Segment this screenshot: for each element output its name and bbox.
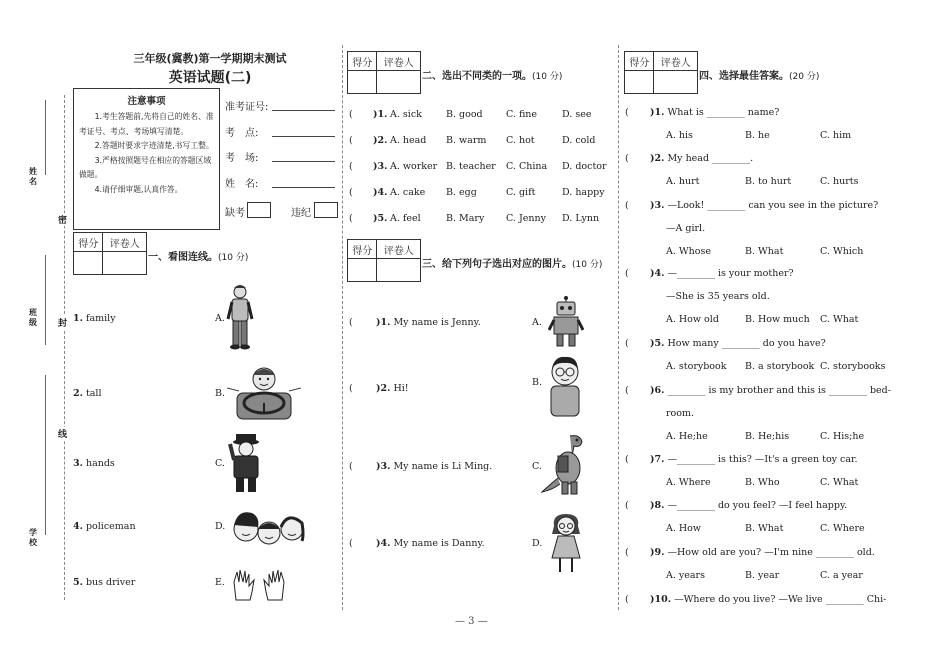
s4-option: B. What [745,523,784,534]
s4-option: C. storybooks [820,361,886,372]
admission-input[interactable] [272,110,335,111]
score-header-2: 得分 [348,52,377,71]
policeman-picture [228,432,264,494]
score-cell-4[interactable] [625,71,654,94]
s4-question: )9. —How old are you? —I'm nine ________ old. [650,547,875,558]
answer-paren[interactable]: ( [625,385,629,396]
score-header-3: 得分 [348,240,377,259]
exam-subtitle: 英语试题(二) [168,70,252,86]
column-divider-1 [342,45,343,610]
s4-question: )3. —Look! ________ can you see in the picture? [650,200,879,211]
answer-paren[interactable]: ( [625,153,629,164]
answer-paren[interactable]: ( [349,135,353,146]
score-cell-2[interactable] [348,71,377,94]
s4-option: A. his [666,130,693,141]
s2-option: C. Jenny [506,213,547,224]
s4-option: C. Which [820,246,864,257]
match-letter-c: C. [215,458,225,469]
s4-option: B. year [745,570,780,581]
score-box-1 [73,232,147,275]
name-label: 姓名 [29,167,37,186]
score-box-2 [347,51,421,94]
bus-driver-picture [225,363,303,421]
match-word-2: 2. tall [73,388,102,399]
match-word-5: 5. bus driver [73,577,136,588]
school-label: 学校 [29,528,37,547]
s2-option: D. Lynn [562,213,600,224]
girl-picture [548,512,584,574]
answer-paren[interactable]: ( [625,338,629,349]
s4-option: A. hurt [666,176,700,187]
answer-paren[interactable]: ( [349,161,353,172]
s2-option: A. head [390,135,427,146]
s4-option: C. hurts [820,176,859,187]
name-input[interactable] [272,187,335,188]
seal-char-1: 密 [58,213,67,226]
s4-option: B. He;his [745,431,790,442]
s3-item-3: )3. My name is Li Ming. [376,461,493,472]
room-label: 考 场: [225,153,259,164]
answer-paren[interactable]: ( [625,268,629,279]
match-word-1: 1. family [73,313,116,324]
s4-option: B. a storybook [745,361,815,372]
section3-title: 三、给下列句子选出对应的图片。(10 分) [422,259,603,270]
s4-option: C. Where [820,523,865,534]
s4-option: C. His;he [820,431,865,442]
match-letter-d: D. [215,521,226,532]
s4-question: )4. —________ is your mother? [650,268,794,279]
answer-paren[interactable]: ( [625,547,629,558]
score-cell-3[interactable] [348,259,377,282]
s4-option: B. What [745,246,784,257]
s4-question-cont: room. [666,408,695,419]
seal-dashed-line [64,95,65,600]
absent-checkbox[interactable] [247,202,271,218]
grader-cell[interactable] [103,252,147,275]
page-number: — 3 — [455,616,488,627]
seal-char-2: 封 [58,316,67,329]
s4-option: C. him [820,130,852,141]
binding-line-1 [45,100,46,175]
seal-char-3: 线 [58,427,67,440]
grader-header-3: 评卷人 [377,240,421,259]
s3-letter-a: A. [532,317,542,328]
s2-option: C. fine [506,109,538,120]
s4-option: C. What [820,477,859,488]
s2-option: C. China [506,161,548,172]
s4-question: )8. —________ do you feel? —I feel happy. [650,500,848,511]
s4-option: A. How [666,523,702,534]
s4-option: A. How old [666,314,719,325]
match-letter-e: E. [215,577,225,588]
boy-glasses-picture [545,354,585,418]
s2-option: B. teacher [446,161,496,172]
section1-title: 一、看图连线。(10 分) [148,252,249,263]
grader-header-2: 评卷人 [377,52,421,71]
score-box-4 [624,51,698,94]
s3-item-2: )2. Hi! [376,383,409,394]
answer-paren[interactable]: ( [349,187,353,198]
robot-picture [548,296,584,348]
s4-option: A. He;he [666,431,708,442]
answer-paren[interactable]: ( [349,461,353,472]
s2-option: A. worker [390,161,438,172]
grader-header-4: 评卷人 [654,52,698,71]
match-word-4: 4. policeman [73,521,136,532]
s2-option: C. gift [506,187,536,198]
violation-checkbox[interactable] [314,202,338,218]
s3-letter-c: C. [532,461,542,472]
s4-question: )7. —________ is this? —It's a green toy car. [650,454,858,465]
s4-question-cont: —A girl. [666,223,706,234]
score-box-3 [347,239,421,282]
answer-paren[interactable]: ( [349,383,353,394]
notice-item-2: 2.答题时要求字迹清楚,书写工整。 [94,141,214,150]
s2-option: B. good [446,109,483,120]
site-label: 考 点: [225,128,259,139]
s2-item-num: )5. [373,213,388,224]
match-word-3: 3. hands [73,458,115,469]
grader-cell-4[interactable] [654,71,698,94]
s2-option: B. egg [446,187,477,198]
room-input[interactable] [272,161,335,162]
section4-title: 四、选择最佳答案。(20 分) [699,71,820,82]
grader-cell-2[interactable] [377,71,421,94]
s3-item-4: )4. My name is Danny. [376,538,485,549]
name-field-label: 姓 名: [225,179,259,190]
notice-box [73,88,220,230]
s4-question: )6. ________ is my brother and this is ________ bed- [650,385,891,396]
answer-paren[interactable]: ( [625,454,629,465]
match-letter-a: A. [215,313,225,324]
s2-option: A. cake [390,187,426,198]
s2-option: B. warm [446,135,487,146]
s3-letter-b: B. [532,377,543,388]
s4-option: B. How much [745,314,810,325]
answer-paren[interactable]: ( [349,317,353,328]
s4-option: C. What [820,314,859,325]
column-divider-2 [618,45,619,610]
s4-option: A. Where [666,477,711,488]
admission-label: 准考证号: [225,102,269,113]
binding-line-2 [45,255,46,345]
s2-option: B. Mary [446,213,485,224]
s2-option: D. see [562,109,592,120]
dinosaur-picture [540,432,590,498]
tall-man-picture [225,284,255,350]
s2-option: C. hot [506,135,535,146]
answer-paren[interactable]: ( [349,109,353,120]
exam-title: 三年级(冀教)第一学期期末测试 [133,52,287,65]
answer-paren[interactable]: ( [625,594,629,605]
score-header: 得分 [74,233,103,252]
s4-question-cont: —She is 35 years old. [666,291,770,302]
match-letter-b: B. [215,388,226,399]
s2-option: A. feel [390,213,421,224]
site-input[interactable] [272,136,335,137]
s4-option: B. Who [745,477,780,488]
answer-paren[interactable]: ( [625,500,629,511]
answer-paren[interactable]: ( [349,538,353,549]
class-label: 班级 [29,308,37,327]
s2-item-num: )4. [373,187,388,198]
score-header-4: 得分 [625,52,654,71]
s2-item-num: )3. [373,161,388,172]
s4-option: B. he [745,130,770,141]
notice-title: 注意事项 [127,96,166,107]
s4-question: )10. —Where do you live? —We live ________ Chi- [650,594,887,605]
violation-label: 违纪 [291,208,311,219]
s4-option: B. to hurt [745,176,792,187]
grader-header: 评卷人 [103,233,147,252]
s4-question: )5. How many ________ do you have? [650,338,826,349]
notice-item-1: 1.考生答题前,先将自己的姓名、准考证号、考点、考场填写清楚。 [79,112,214,136]
s2-item-num: )1. [373,109,388,120]
hands-picture [230,566,288,602]
family-picture [230,505,308,551]
section2-title: 二、选出不同类的一项。(10 分) [422,71,563,82]
grader-cell-3[interactable] [377,259,421,282]
binding-line-3 [45,375,46,535]
s4-option: C. a year [820,570,863,581]
s3-item-1: )1. My name is Jenny. [376,317,481,328]
s2-option: D. happy [562,187,605,198]
s4-option: A. storybook [666,361,727,372]
score-cell[interactable] [74,252,103,275]
s4-question: )2. My head ________. [650,153,754,164]
absent-label: 缺考 [225,208,245,219]
s2-option: A. sick [390,109,422,120]
notice-item-3: 3.严格按照题号在相应的答题区域做题。 [79,155,212,179]
answer-paren[interactable]: ( [625,200,629,211]
s2-item-num: )2. [373,135,388,146]
notice-item-4: 4.请仔细审题,认真作答。 [94,184,183,194]
s4-option: A. years [666,570,705,581]
s2-option: D. doctor [562,161,607,172]
s3-letter-d: D. [532,538,543,549]
answer-paren[interactable]: ( [349,213,353,224]
answer-paren[interactable]: ( [625,107,629,118]
s4-option: A. Whose [666,246,711,257]
s2-option: D. cold [562,135,596,146]
s4-question: )1. What is ________ name? [650,107,780,118]
